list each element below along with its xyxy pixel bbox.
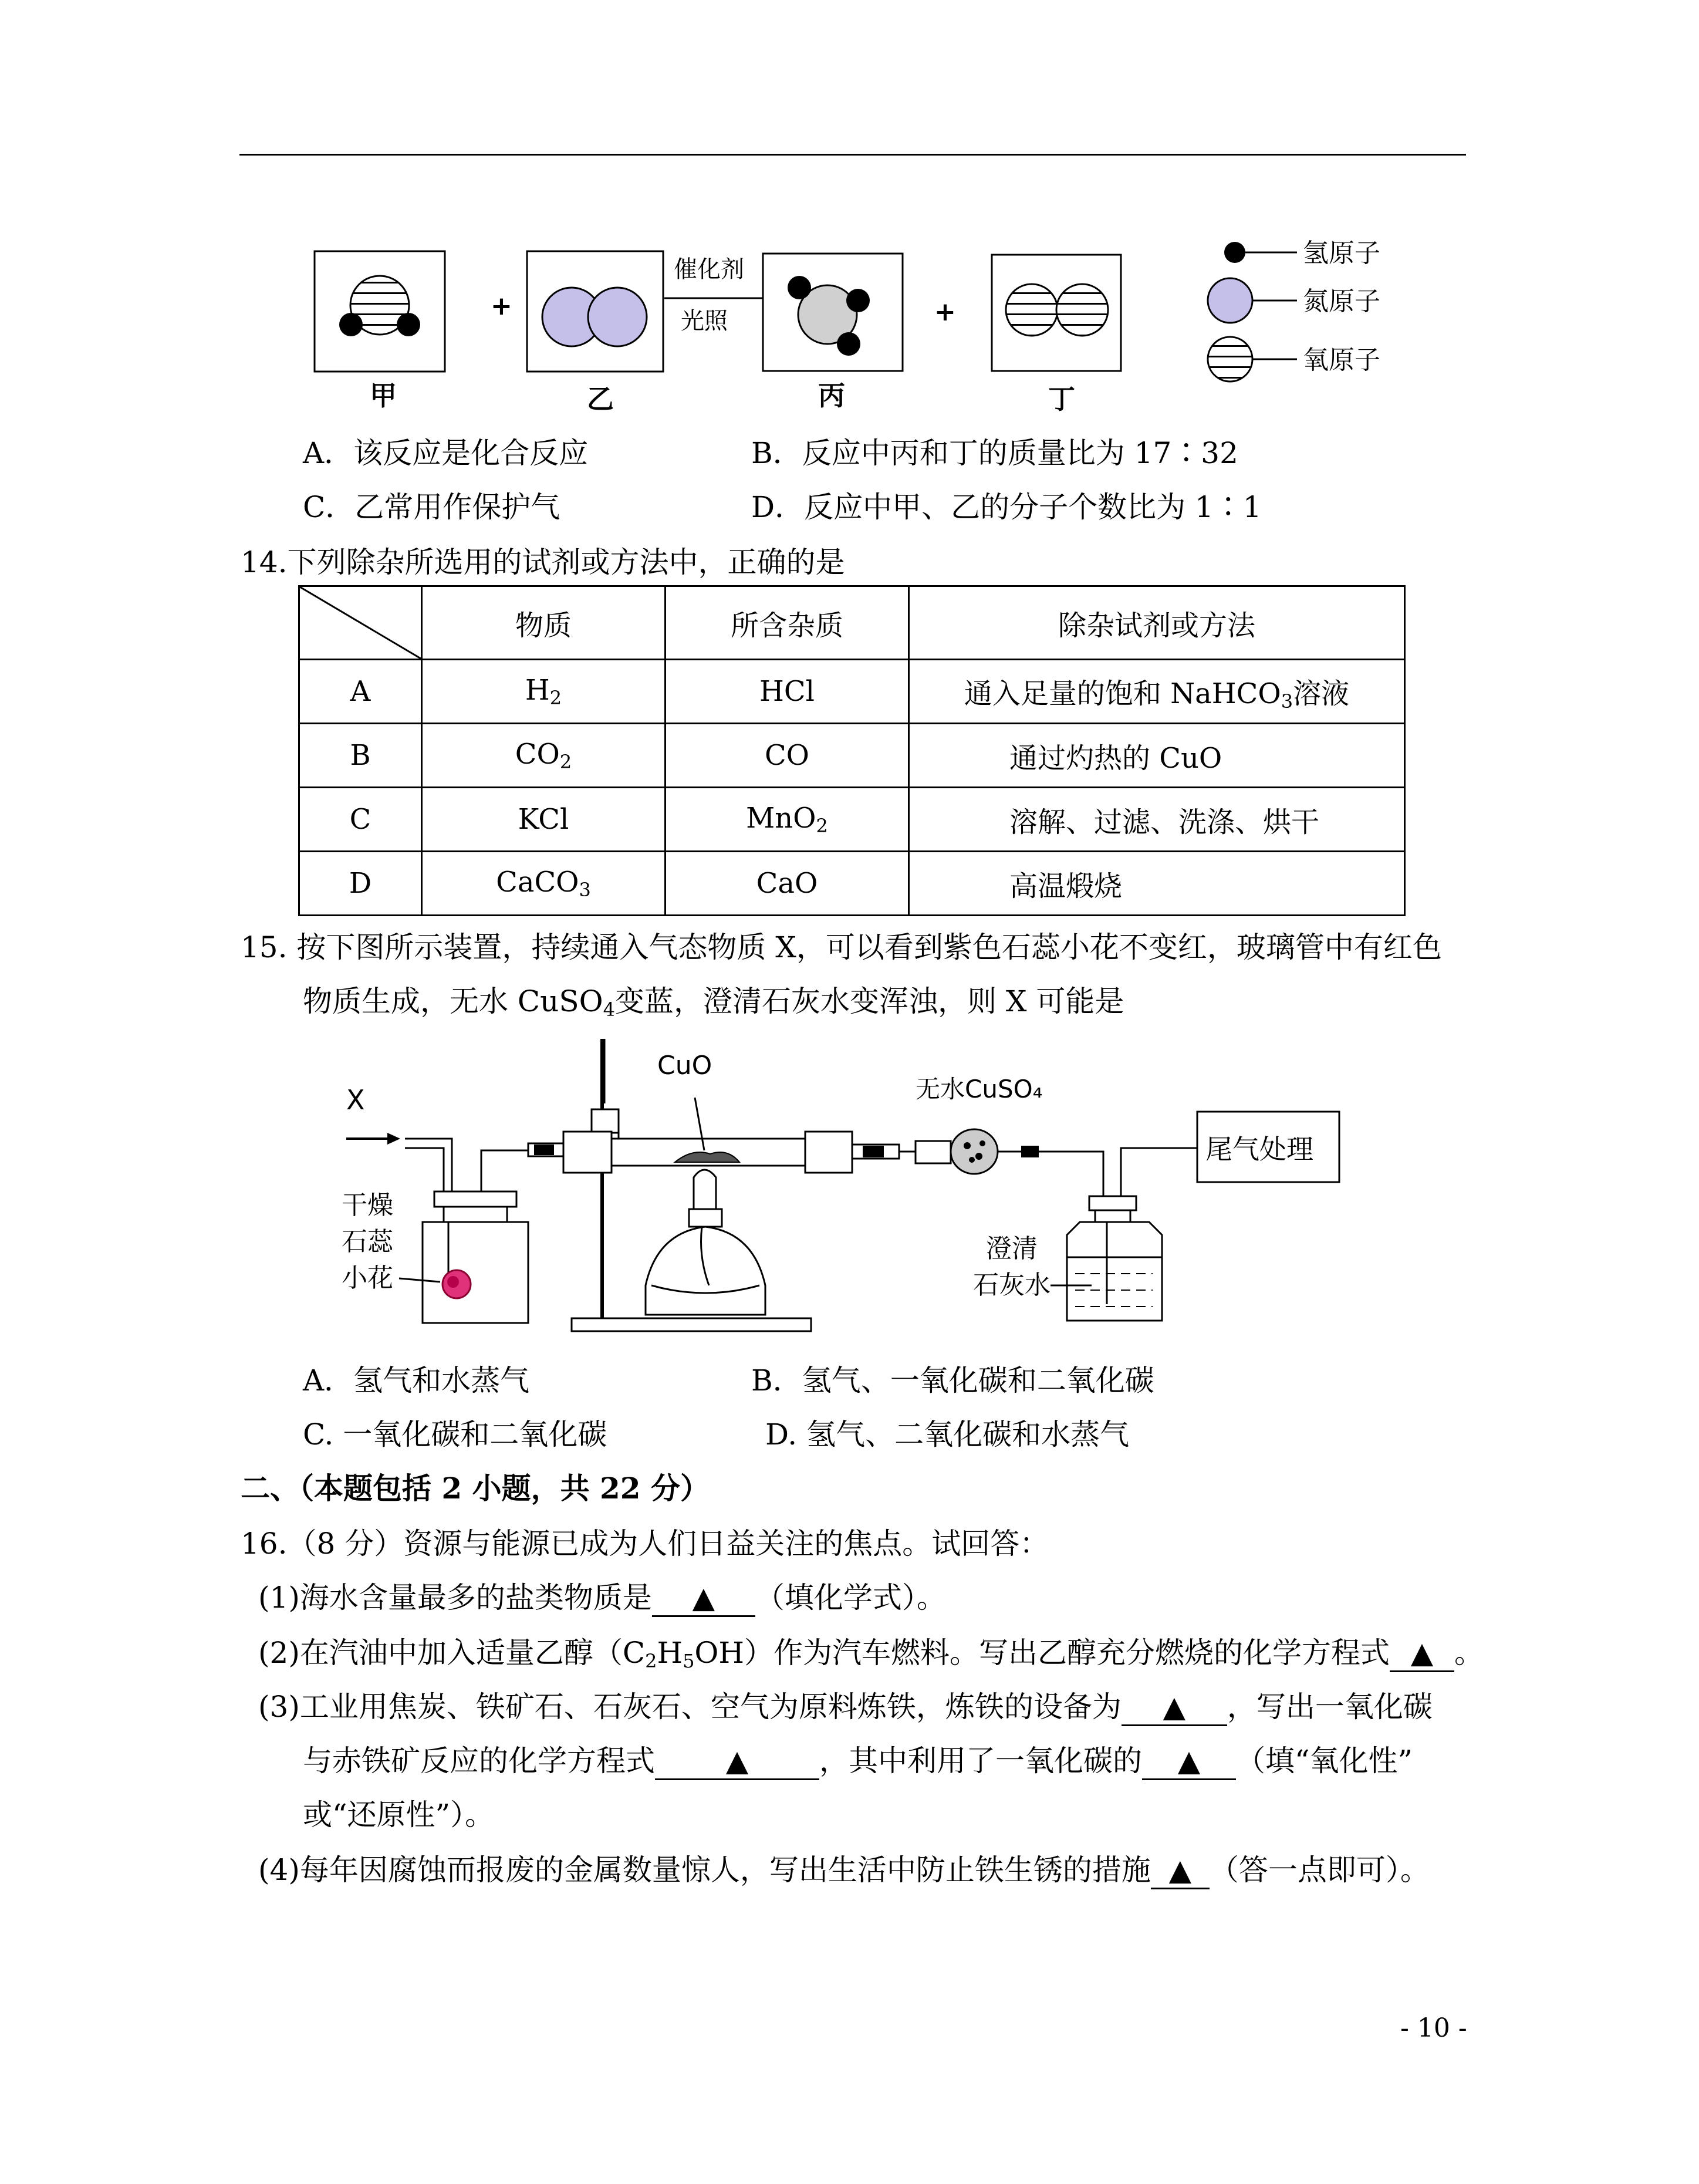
litmus-bottle — [405, 1139, 528, 1323]
label-ding: 丁 — [1048, 383, 1075, 415]
row-method: 溶解、过滤、洗涤、烘干 — [909, 788, 1405, 852]
row-method: 高温煅烧 — [909, 852, 1405, 916]
cuso4-drying-tube — [899, 1129, 1068, 1174]
page-number: - 10 - — [1400, 2013, 1467, 2043]
molecule-jia — [315, 251, 445, 372]
q13-option-c: C．乙常用作保护气 — [303, 490, 560, 524]
q16-part2: (2)在汽油中加入适量乙醇$(C_2H_5OH)$作为汽车燃料。写出乙醇充分燃烧的化学方程式 ▲ 。 — [258, 1636, 1484, 1672]
q16-part3-line2: 与赤铁矿反应的化学方程式 ▲ ，其中利用了一氧化碳的 ▲ （填“氧化性” — [303, 1743, 1413, 1780]
label-jia: 甲 — [370, 380, 397, 411]
plus-sign-1: + — [491, 291, 512, 321]
header-rule — [239, 154, 1466, 156]
cuo-label: CuO — [657, 1051, 712, 1081]
atom-legend — [1208, 238, 1380, 382]
light-label: 光照 — [681, 308, 728, 335]
answer-blank[interactable]: ▲ — [1151, 1852, 1210, 1889]
q15-option-c: C. 一氧化碳和二氧化碳 — [303, 1417, 607, 1452]
limewater-label-1: 澄清 — [986, 1234, 1038, 1264]
q16-part1: (1)海水含量最多的盐类物质是 ▲ （填化学式）。 — [258, 1580, 946, 1617]
q15-option-b: B．氢气、一氧化碳和二氧化碳 — [751, 1363, 1154, 1398]
flower-label-3: 小花 — [342, 1263, 393, 1293]
table-row — [299, 852, 1405, 916]
row-impurity: CaO — [666, 852, 909, 916]
q14-stem: 14.下列除杂所选用的试剂或方法中，正确的是 — [241, 545, 845, 579]
row-method: 通入足量的饱和 NaHCO$_3$溶液 — [909, 660, 1405, 724]
header-method: 除杂试剂或方法 — [909, 586, 1405, 660]
table-header-row — [299, 586, 1405, 660]
q16-part3: (3)工业用焦炭、铁矿石、石灰石、空气为原料炼铁，炼铁的设备为 ▲ ，写出一氧化碳 — [258, 1689, 1433, 1726]
answer-blank[interactable]: ▲ — [652, 1580, 755, 1617]
flower-label-1: 干燥 — [342, 1190, 393, 1220]
molecule-bing — [763, 254, 903, 371]
row-impurity: CO — [666, 724, 909, 788]
reaction-arrow — [664, 256, 775, 335]
answer-blank[interactable]: ▲ — [1142, 1743, 1236, 1780]
row-substance: $CO_2$ — [422, 724, 666, 788]
molecule-ding — [992, 255, 1121, 371]
q15-stem-line2: 物质生成，无水 CuSO$_4$变蓝，澄清石灰水变浑浊，则 X 可能是 — [303, 984, 1124, 1021]
q16-part4: (4)每年因腐蚀而报废的金属数量惊人，写出生活中防止铁生锈的措施 ▲ （答一点即可）。 — [258, 1852, 1430, 1889]
q16-stem: 16.（8 分）资源与能源已成为人们日益关注的焦点。试回答： — [241, 1527, 1049, 1561]
catalyst-label: 催化剂 — [674, 256, 744, 283]
legend-hydrogen: 氢原子 — [1303, 238, 1380, 268]
row-impurity: HCl — [666, 660, 909, 724]
alcohol-lamp — [646, 1170, 765, 1315]
row-label: A — [299, 660, 422, 724]
gas-x-label: X — [346, 1084, 365, 1116]
row-method: 通过灼热的 CuO — [909, 724, 1405, 788]
legend-oxygen: 氧原子 — [1303, 345, 1380, 375]
limewater-label-2: 石灰水 — [973, 1270, 1051, 1300]
answer-blank[interactable]: ▲ — [655, 1743, 819, 1780]
answer-blank[interactable]: ▲ — [1122, 1689, 1227, 1726]
apparatus-diagram — [329, 1039, 1362, 1332]
q13-option-b: B．反应中丙和丁的质量比为 17∶32 — [751, 436, 1238, 470]
flower-label-2: 石蕊 — [342, 1227, 393, 1257]
label-bing: 丙 — [818, 380, 845, 411]
q13-option-a: A．该反应是化合反应 — [303, 436, 589, 470]
legend-nitrogen: 氮原子 — [1303, 286, 1380, 316]
table-corner-cell — [299, 586, 422, 660]
answer-blank[interactable]: ▲ — [1390, 1635, 1454, 1672]
plus-sign-2: + — [934, 297, 956, 327]
molecule-yi — [527, 251, 663, 372]
reaction-diagram — [293, 229, 1455, 428]
table-row — [299, 660, 1405, 724]
q15-stem-line1: 15. 按下图所示装置，持续通入气态物质 X，可以看到紫色石蕊小花不变红，玻璃管中有红色 — [241, 930, 1442, 964]
row-substance: KCl — [422, 788, 666, 852]
tail-gas-label: 尾气处理 — [1205, 1133, 1313, 1165]
section-heading: 二、（本题包括 2 小题，共 22 分） — [241, 1471, 710, 1505]
row-label: B — [299, 724, 422, 788]
q13-option-d: D．反应中甲、乙的分子个数比为 1∶1 — [751, 490, 1262, 524]
row-label: D — [299, 852, 422, 916]
q15-option-d: D. 氢气、二氧化碳和水蒸气 — [765, 1417, 1130, 1452]
table-row — [299, 788, 1405, 852]
label-yi: 乙 — [587, 383, 614, 415]
limewater-bottle — [1067, 1148, 1197, 1321]
cuso4-label: 无水CuSO₄ — [916, 1075, 1043, 1103]
row-substance: $H_2$ — [422, 660, 666, 724]
q15-option-a: A．氢气和水蒸气 — [303, 1363, 530, 1398]
header-substance: 物质 — [422, 586, 666, 660]
q16-part3-line3: 或“还原性”）。 — [303, 1798, 495, 1832]
header-impurity: 所含杂质 — [666, 586, 909, 660]
impurity-table — [298, 585, 1406, 916]
row-substance: CaCO$_3$ — [422, 852, 666, 916]
table-row — [299, 724, 1405, 788]
row-label: C — [299, 788, 422, 852]
row-impurity: MnO$_2$ — [666, 788, 909, 852]
